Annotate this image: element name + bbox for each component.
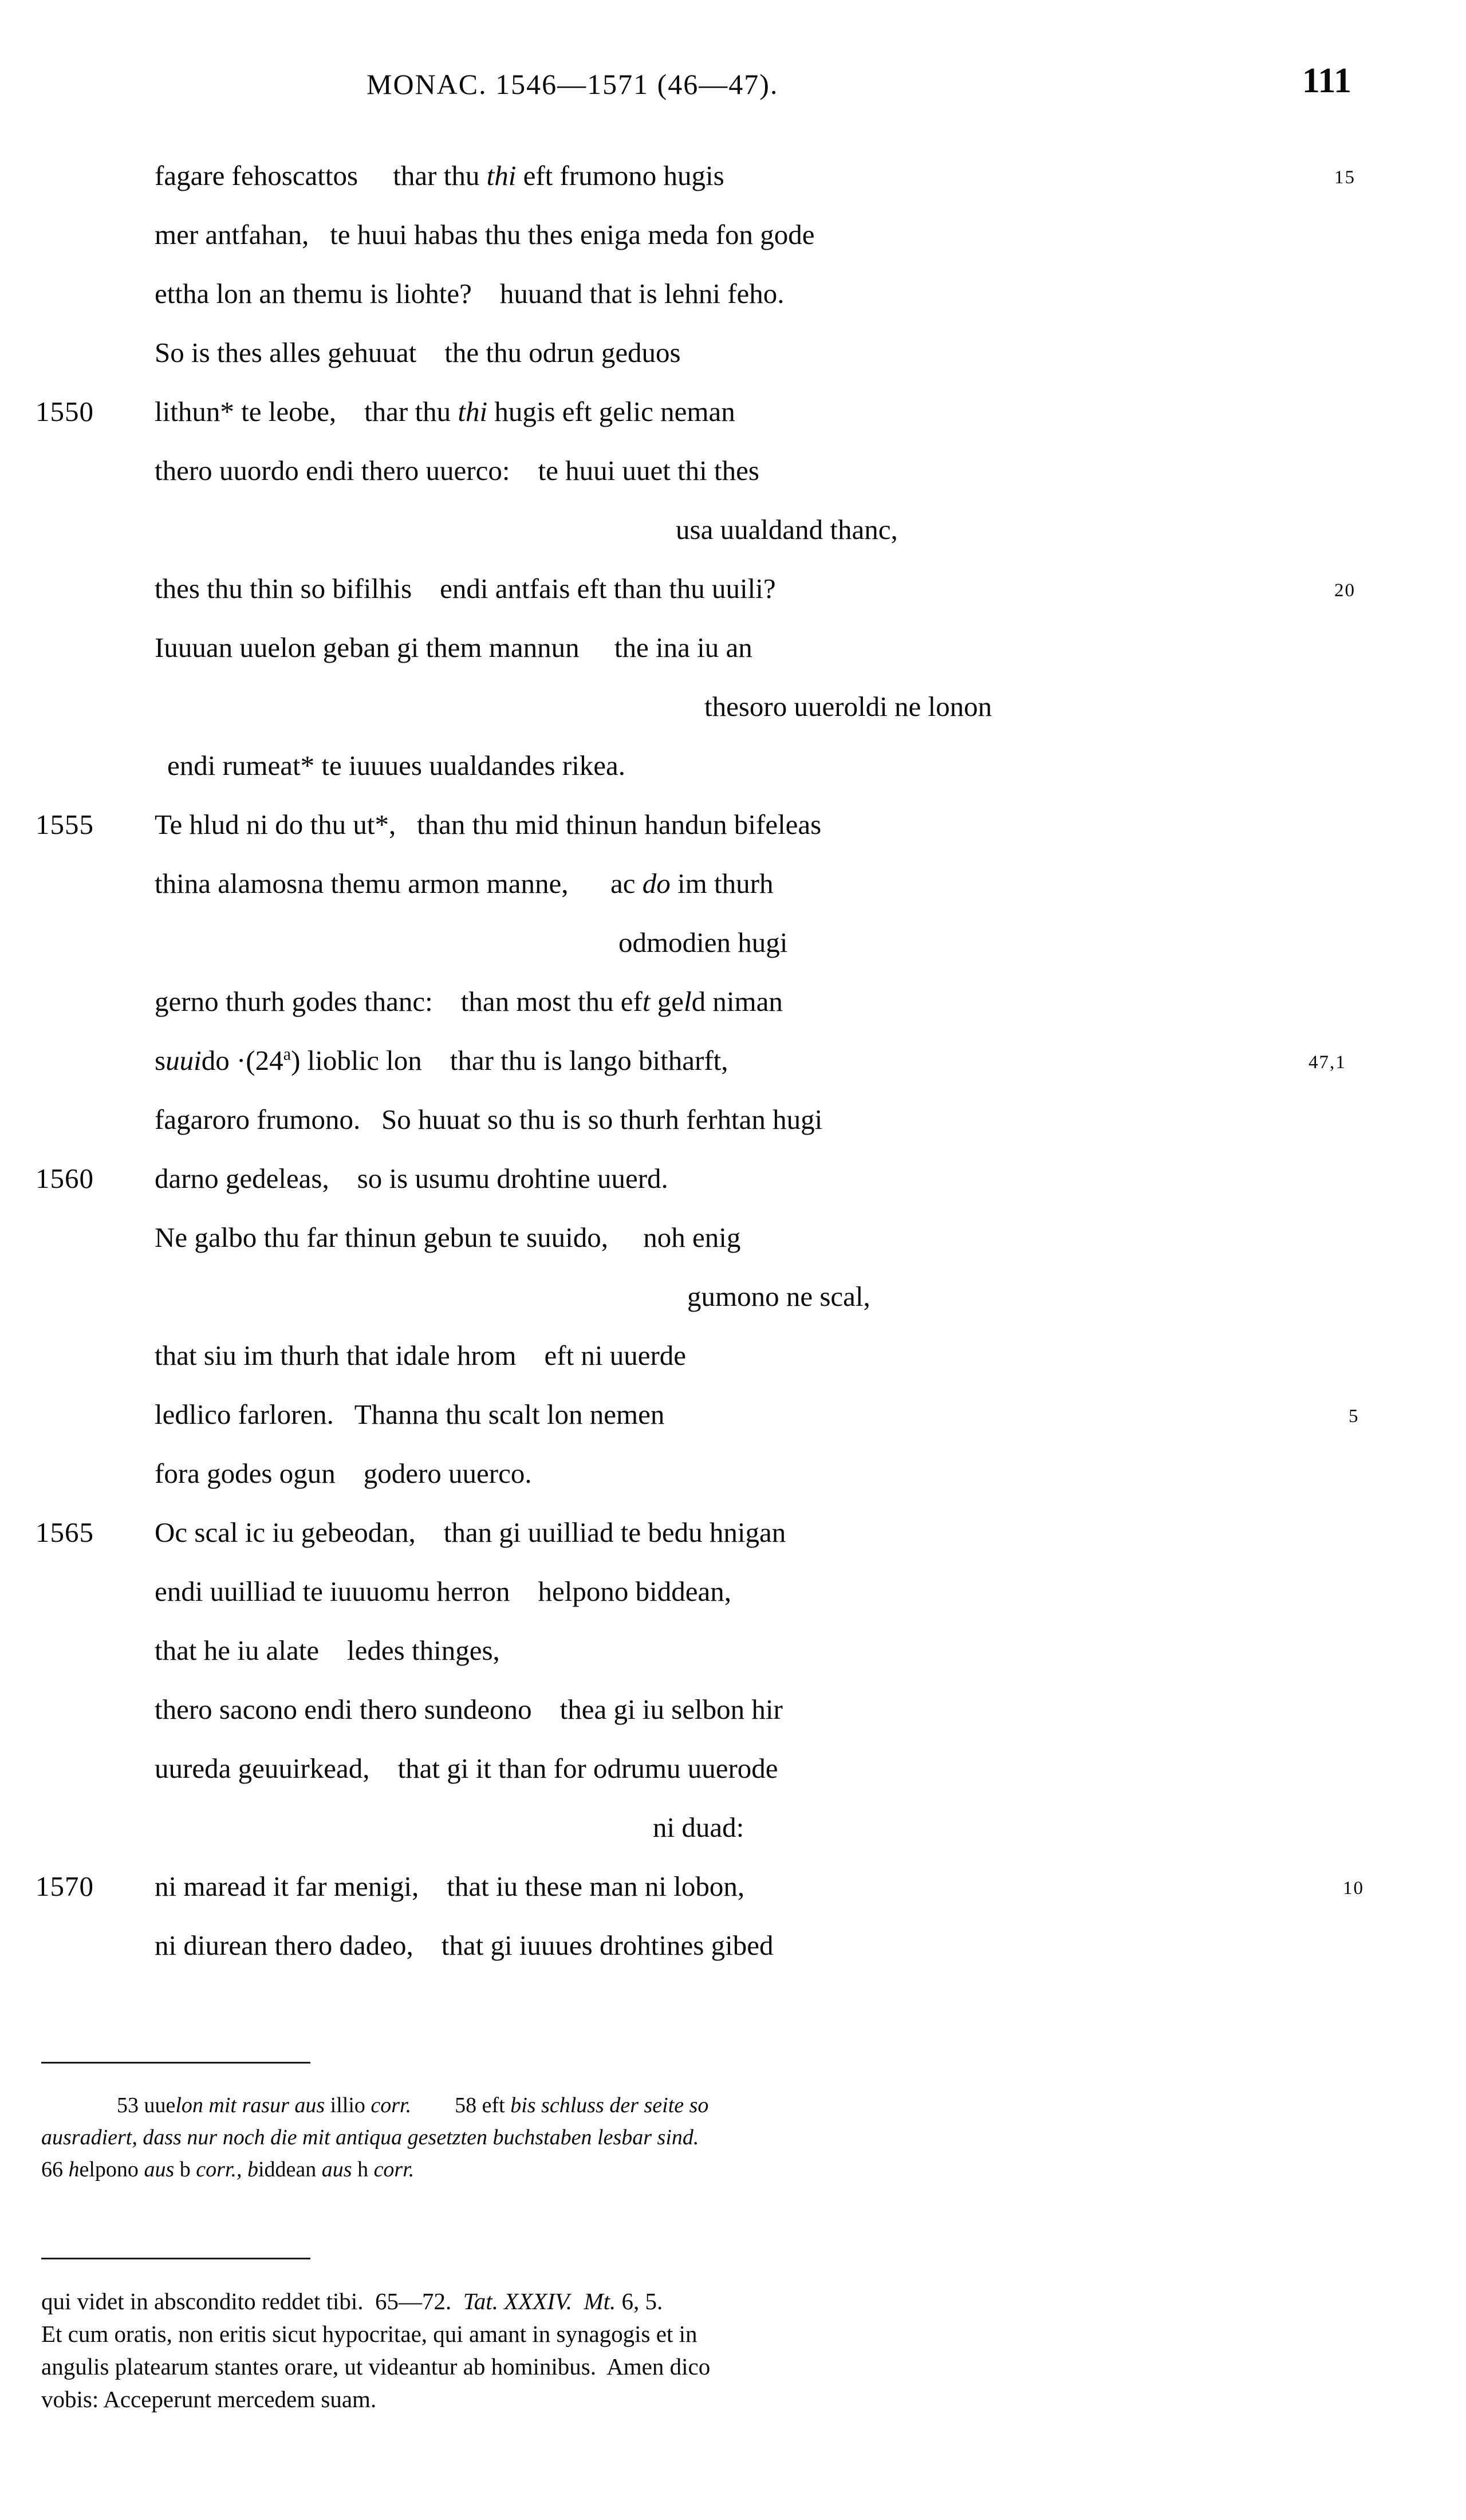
italic-word: t (642, 986, 651, 1017)
verse-line (0, 926, 1466, 985)
roman-text: endi uuilliad te iuuuomu herron helpono biddean, (155, 1576, 732, 1607)
verse-line-text (704, 690, 992, 723)
apparatus-lemma: b (179, 2157, 196, 2182)
manuscript-line-marker: 47,1 (1309, 1052, 1346, 1073)
roman-text: lithun* te leobe, thar thu (155, 396, 458, 427)
verse-line (0, 395, 1466, 454)
verse-line (0, 749, 1466, 808)
verse-line (0, 218, 1466, 277)
verse-line-text (155, 395, 735, 428)
verse-line-number: 1550 (36, 396, 94, 427)
roman-text: thesoro uueroldi ne lonon (704, 691, 992, 722)
roman-text: do $\cdot(24^a)$ lioblic lon thar thu is lango bitharft, (201, 1044, 728, 1076)
italic-word: thi (458, 396, 488, 427)
roman-text: thina alamosna themu armon manne, ac (155, 868, 643, 899)
verse-line (0, 277, 1466, 336)
apparatus-note: corr. (371, 2093, 412, 2117)
verse-line (0, 1929, 1466, 1988)
verse-line (0, 1457, 1466, 1516)
verse-line (0, 159, 1466, 218)
apparatus-note: lon mit rasur aus (175, 2093, 330, 2117)
folio-superscript: a (283, 1044, 291, 1064)
verse-line-text (155, 808, 821, 841)
verse-line (0, 1870, 1466, 1929)
latin-source-line (41, 2383, 1370, 2416)
italic-word: uui (165, 1045, 202, 1076)
apparatus-note: aus (144, 2157, 180, 2182)
verse-line-number: 1560 (36, 1163, 94, 1194)
manuscript-line-marker: 15 (1334, 167, 1355, 188)
verse-line-text (155, 1457, 532, 1490)
verse-line-text (167, 749, 625, 782)
apparatus-lemma: elpono (79, 2157, 144, 2182)
source-citation: Tat. XXXIV. Mt. (463, 2288, 616, 2314)
roman-text: Oc scal ic iu gebeodan, than gi uuilliad te bedu hnigan (155, 1517, 786, 1548)
verse-line-text (155, 277, 785, 310)
italic-word: do (642, 868, 671, 899)
verse-line (0, 808, 1466, 867)
roman-text: usa uualdand thanc, (676, 514, 898, 545)
verse-line (0, 1162, 1466, 1221)
source-text: Et cum oratis, non eritis sicut hypocritae, qui amant in synagogis et in (41, 2321, 697, 2347)
verse-line-text (155, 631, 752, 664)
apparatus-line (41, 2089, 1416, 2121)
roman-text: uureda geuuirkead, that gi it than for odrumu uuerode (155, 1753, 778, 1784)
verse-line-text (687, 1280, 870, 1313)
apparatus-lemma: uue (144, 2093, 176, 2117)
roman-text: ni maread it far menigi, that iu these man ni lobon, (155, 1871, 745, 1902)
verse-line-text (155, 336, 681, 369)
apparatus-line (41, 2121, 1416, 2153)
roman-text: that siu im thurh that idale hrom eft ni uuerde (155, 1340, 687, 1371)
source-text: vobis: Acceperunt mercedem suam. (41, 2386, 377, 2412)
apparatus-lemma: iddean (258, 2157, 322, 2182)
verse-line-number: 1565 (36, 1517, 94, 1548)
roman-text: ni diurean thero dadeo, that gi iuuues drohtines gibed (155, 1930, 774, 1961)
roman-text: hugis eft gelic neman (487, 396, 735, 427)
roman-text: ge (650, 986, 684, 1017)
roman-text: fagaroro frumono. So huuat so thu is so thurh ferhtan hugi (155, 1104, 823, 1135)
roman-text: odmodien hugi (618, 927, 788, 958)
roman-text: eft frumono hugis (516, 160, 724, 191)
roman-text: So is thes alles gehuuat the thu odrun geduos (155, 337, 681, 368)
apparatus-lemma: 53 (117, 2093, 144, 2117)
source-text: angulis platearum stantes orare, ut videantur ab hominibus. Amen dico (41, 2353, 711, 2380)
verse-line (0, 1634, 1466, 1693)
verse-line (0, 690, 1466, 749)
verse-line-number: 1555 (36, 809, 94, 840)
apparatus-lemma: 66 (41, 2157, 69, 2182)
critical-apparatus (41, 2089, 1416, 2186)
verse-line-text (155, 1044, 728, 1077)
apparatus-line (41, 2153, 1416, 2186)
verse-block (0, 159, 1466, 1988)
latin-source-line (41, 2350, 1370, 2383)
apparatus-lemma: 58 (411, 2093, 482, 2117)
verse-line-number: 1570 (36, 1871, 94, 1902)
verse-line (0, 1811, 1466, 1870)
verse-line-text (155, 1575, 731, 1608)
running-head (0, 61, 1466, 113)
verse-line-text (618, 926, 787, 959)
verse-line-text (155, 1162, 668, 1195)
roman-text: gumono ne scal, (687, 1281, 870, 1312)
roman-text: s (155, 1045, 166, 1076)
verse-line (0, 1221, 1466, 1280)
verse-line-text (676, 513, 898, 546)
verse-line-text (155, 572, 776, 605)
verse-line (0, 572, 1466, 631)
roman-text: ni duad: (653, 1812, 744, 1843)
verse-line (0, 513, 1466, 572)
roman-text: mer antfahan, te huui habas thu thes eniga meda fon gode (155, 219, 815, 250)
roman-text: im thurh (670, 868, 774, 899)
source-text: 6, 5. (616, 2288, 663, 2314)
apparatus-note: bis schluss der seite so (510, 2093, 709, 2117)
verse-line-text (155, 1752, 778, 1785)
verse-line-text (155, 218, 814, 251)
verse-line-text (155, 867, 773, 900)
verse-line-text (155, 1221, 740, 1254)
latin-source-line (41, 2318, 1370, 2350)
verse-line-text (155, 454, 759, 487)
apparatus-divider-rule (41, 2062, 310, 2064)
verse-line (0, 1339, 1466, 1398)
apparatus-lemma: illio (330, 2093, 371, 2117)
verse-line-text (653, 1811, 744, 1844)
verse-line-text (155, 1103, 822, 1136)
verse-line (0, 1103, 1466, 1162)
manuscript-line-marker: 5 (1349, 1406, 1359, 1427)
latin-source-block (41, 2285, 1370, 2416)
roman-text: thero sacono endi thero sundeono thea gi iu selbon hir (155, 1694, 783, 1725)
roman-text: thero uuordo endi thero uuerco: te huui uuet thi thes (155, 455, 759, 486)
page-number: 111 (1302, 61, 1351, 100)
roman-text: ledlico farloren. Thanna thu scalt lon nemen (155, 1399, 665, 1430)
verse-line-text (155, 1398, 664, 1431)
latin-source-line (41, 2285, 1370, 2318)
verse-line-text (155, 985, 783, 1018)
verse-line (0, 1044, 1466, 1103)
apparatus-note: h (68, 2157, 80, 2182)
roman-text: d niman (691, 986, 783, 1017)
verse-line-text (155, 1929, 773, 1962)
roman-text: fagare fehoscattos thar thu (155, 160, 487, 191)
apparatus-note: aus (321, 2157, 358, 2182)
apparatus-lemma: eft (482, 2093, 511, 2117)
verse-line (0, 1575, 1466, 1634)
verse-line-text (155, 1693, 783, 1726)
source-text: qui videt in abscondito reddet tibi. 65—72. (41, 2288, 463, 2314)
verse-line (0, 1752, 1466, 1811)
roman-text: Ne galbo thu far thinun gebun te suuido, noh enig (155, 1222, 741, 1253)
verse-line (0, 1280, 1466, 1339)
verse-line (0, 336, 1466, 395)
verse-line (0, 985, 1466, 1044)
manuscript-line-marker: 10 (1343, 1878, 1364, 1899)
roman-text: fora godes ogun godero uuerco. (155, 1458, 532, 1489)
verse-line (0, 454, 1466, 513)
roman-text: thes thu thin so bifilhis endi antfais eft than thu uuili? (155, 573, 776, 604)
roman-text: endi rumeat* te iuuues uualdandes rikea. (167, 750, 626, 781)
page-title: MONAC. 1546—1571 (46—47). (366, 68, 779, 100)
verse-line-text (155, 159, 724, 192)
verse-line (0, 867, 1466, 926)
apparatus-note: corr. (373, 2157, 415, 2182)
verse-line-text (155, 1634, 500, 1667)
italic-word: thi (486, 160, 517, 191)
verse-line (0, 1516, 1466, 1575)
apparatus-note: ausradiert, dass nur noch die mit antiqua gesetzten buchstaben lesbar sind. (41, 2125, 699, 2149)
apparatus-note: corr., (196, 2157, 247, 2182)
roman-text: Iuuuan uuelon geban gi them mannun the ina iu an (155, 632, 752, 663)
apparatus-lemma: h (357, 2157, 374, 2182)
roman-text: Te hlud ni do thu ut*, than thu mid thinun handun bifeleas (155, 809, 822, 840)
verse-line (0, 1398, 1466, 1457)
italic-word: l (684, 986, 692, 1017)
manuscript-line-marker: 20 (1334, 580, 1355, 601)
source-divider-rule (41, 2258, 310, 2259)
roman-text: gerno thurh godes thanc: than most thu ef (155, 986, 643, 1017)
apparatus-note: b (247, 2157, 258, 2182)
verse-line-text (155, 1516, 786, 1549)
roman-text: darno gedeleas, so is usumu drohtine uuerd. (155, 1163, 668, 1194)
verse-line-text (155, 1870, 744, 1903)
verse-line (0, 631, 1466, 690)
roman-text: ettha lon an themu is liohte? huuand that is lehni feho. (155, 278, 785, 309)
roman-text: that he iu alate ledes thinges, (155, 1635, 500, 1666)
verse-line-text (155, 1339, 686, 1372)
verse-line (0, 1693, 1466, 1752)
